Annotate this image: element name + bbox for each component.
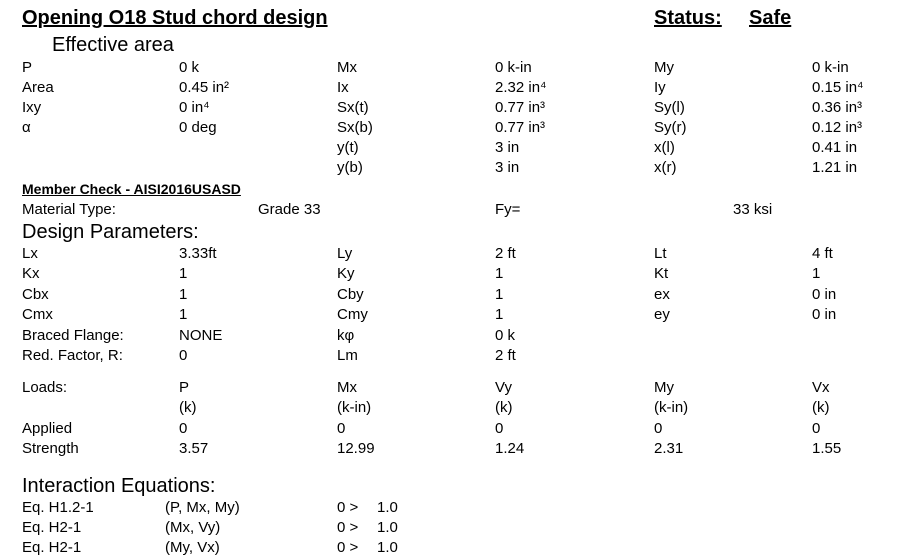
table-cell: Sx(b) bbox=[337, 119, 373, 136]
interaction-heading: Interaction Equations: bbox=[22, 475, 216, 497]
table-cell: My bbox=[654, 379, 674, 396]
table-cell: Cbx bbox=[22, 285, 49, 303]
table-cell: Ixy bbox=[22, 99, 42, 116]
effective-area-heading: Effective area bbox=[52, 34, 174, 56]
table-cell: Ky bbox=[337, 265, 355, 283]
table-cell: 0 > bbox=[337, 539, 359, 556]
design-parameters-heading: Design Parameters: bbox=[22, 221, 199, 243]
table-cell: Cby bbox=[337, 285, 364, 303]
table-cell: My bbox=[654, 59, 674, 76]
table-cell: Cmx bbox=[22, 306, 53, 324]
table-cell: 0 > bbox=[337, 499, 359, 516]
table-cell: 3.33ft bbox=[179, 245, 217, 262]
table-cell: 0.45 in² bbox=[179, 79, 230, 96]
table-cell: P bbox=[179, 379, 190, 396]
page-title: Opening O18 Stud chord design bbox=[22, 7, 328, 29]
table-cell: 0.12 in³ bbox=[812, 119, 863, 136]
table-cell: 0 k bbox=[495, 326, 516, 344]
table-cell: (k-in) bbox=[654, 399, 689, 417]
fy-value: 33 ksi bbox=[733, 201, 773, 218]
table-cell: y(b) bbox=[337, 159, 363, 176]
table-cell: x(l) bbox=[654, 139, 675, 156]
table-cell: 0 > bbox=[337, 519, 359, 536]
table-cell: 1.24 bbox=[495, 439, 525, 457]
table-cell: 0 bbox=[495, 419, 504, 437]
table-cell: 0.77 in³ bbox=[495, 119, 546, 136]
table-cell: 0 k-in bbox=[812, 59, 849, 76]
table-cell: 1 bbox=[495, 285, 504, 303]
table-cell: 1.0 bbox=[377, 539, 398, 556]
table-cell: 3.57 bbox=[179, 439, 209, 457]
table-cell: 1 bbox=[495, 306, 504, 324]
table-cell: 3 in bbox=[495, 159, 520, 176]
table-cell: 4 ft bbox=[812, 245, 833, 262]
table-cell: (My, Vx) bbox=[165, 539, 220, 556]
table-cell: 0.15 in⁴ bbox=[812, 79, 864, 96]
table-cell: 2.32 in⁴ bbox=[495, 79, 547, 96]
table-cell: (P, Mx, My) bbox=[165, 499, 240, 516]
table-cell: 1 bbox=[179, 306, 188, 324]
table-cell: Area bbox=[22, 79, 54, 96]
table-cell: kφ bbox=[337, 326, 355, 344]
table-cell: 12.99 bbox=[337, 439, 375, 457]
table-cell: 2 ft bbox=[495, 245, 516, 262]
table-cell: Lm bbox=[337, 347, 358, 364]
table-cell: 1 bbox=[495, 265, 504, 283]
fy-label: Fy= bbox=[495, 201, 521, 218]
table-cell: 1 bbox=[179, 285, 188, 303]
table-cell: 0 in bbox=[812, 285, 837, 303]
table-cell: Eq. H1.2-1 bbox=[22, 499, 94, 516]
table-cell: Lt bbox=[654, 245, 667, 262]
table-cell: ey bbox=[654, 306, 670, 324]
table-cell: 0 bbox=[179, 347, 188, 364]
table-cell: 1 bbox=[812, 265, 821, 283]
table-cell: Iy bbox=[654, 79, 666, 96]
table-cell: 0 in bbox=[812, 306, 837, 324]
table-cell: Vx bbox=[812, 379, 830, 396]
table-cell: Kt bbox=[654, 265, 669, 283]
status-label: Status: bbox=[654, 7, 722, 29]
member-check-heading: Member Check - AISI2016USASD bbox=[22, 181, 241, 197]
table-cell: Ly bbox=[337, 245, 353, 262]
table-cell: 0.41 in bbox=[812, 139, 858, 156]
table-cell: Eq. H2-1 bbox=[22, 539, 82, 556]
table-cell: (k-in) bbox=[337, 399, 372, 417]
table-cell: 0 deg bbox=[179, 119, 217, 136]
table-cell: Sx(t) bbox=[337, 99, 369, 116]
table-cell: 2.31 bbox=[654, 439, 684, 457]
table-cell: 2 ft bbox=[495, 347, 516, 364]
table-cell: 0 k bbox=[179, 59, 200, 76]
table-cell: (k) bbox=[812, 399, 830, 417]
table-cell: Lx bbox=[22, 245, 38, 262]
table-cell: 0 in⁴ bbox=[179, 99, 210, 116]
table-cell: α bbox=[22, 119, 31, 136]
table-cell: Kx bbox=[22, 265, 40, 283]
table-cell: ex bbox=[654, 285, 670, 303]
table-cell: Red. Factor, R: bbox=[22, 347, 123, 364]
table-cell: x(r) bbox=[654, 159, 677, 176]
table-cell: Eq. H2-1 bbox=[22, 519, 82, 536]
status-value: Safe bbox=[749, 7, 792, 29]
table-cell: 0 bbox=[179, 419, 188, 437]
table-cell: 0 bbox=[337, 419, 346, 437]
table-cell: Cmy bbox=[337, 306, 368, 324]
table-cell: Loads: bbox=[22, 379, 68, 396]
material-type-value: Grade 33 bbox=[258, 201, 321, 218]
table-cell: 1.55 bbox=[812, 439, 842, 457]
table-cell: 1.0 bbox=[377, 519, 398, 536]
table-cell: NONE bbox=[179, 326, 223, 344]
table-cell: Ix bbox=[337, 79, 349, 96]
table-cell: Strength bbox=[22, 439, 79, 457]
table-cell: Vy bbox=[495, 379, 512, 396]
table-cell: y(t) bbox=[337, 139, 359, 156]
table-cell: 1.0 bbox=[377, 499, 398, 516]
table-cell: 0.77 in³ bbox=[495, 99, 546, 116]
table-cell: 0.36 in³ bbox=[812, 99, 863, 116]
table-cell: P bbox=[22, 59, 33, 76]
table-cell: (Mx, Vy) bbox=[165, 519, 221, 536]
table-cell: Mx bbox=[337, 379, 357, 396]
table-cell: 1.21 in bbox=[812, 159, 858, 176]
table-cell: 3 in bbox=[495, 139, 520, 156]
table-cell: 0 bbox=[654, 419, 663, 437]
table-cell: Applied bbox=[22, 419, 73, 437]
table-cell: 0 bbox=[812, 419, 821, 437]
table-cell: (k) bbox=[495, 399, 513, 417]
table-cell: 1 bbox=[179, 265, 188, 283]
table-cell: Sy(l) bbox=[654, 99, 685, 116]
table-cell: Sy(r) bbox=[654, 119, 687, 136]
table-cell: 0 k-in bbox=[495, 59, 532, 76]
table-cell: (k) bbox=[179, 399, 197, 417]
material-type-label: Material Type: bbox=[22, 201, 116, 218]
table-cell: Braced Flange: bbox=[22, 326, 124, 344]
table-cell: Mx bbox=[337, 59, 357, 76]
